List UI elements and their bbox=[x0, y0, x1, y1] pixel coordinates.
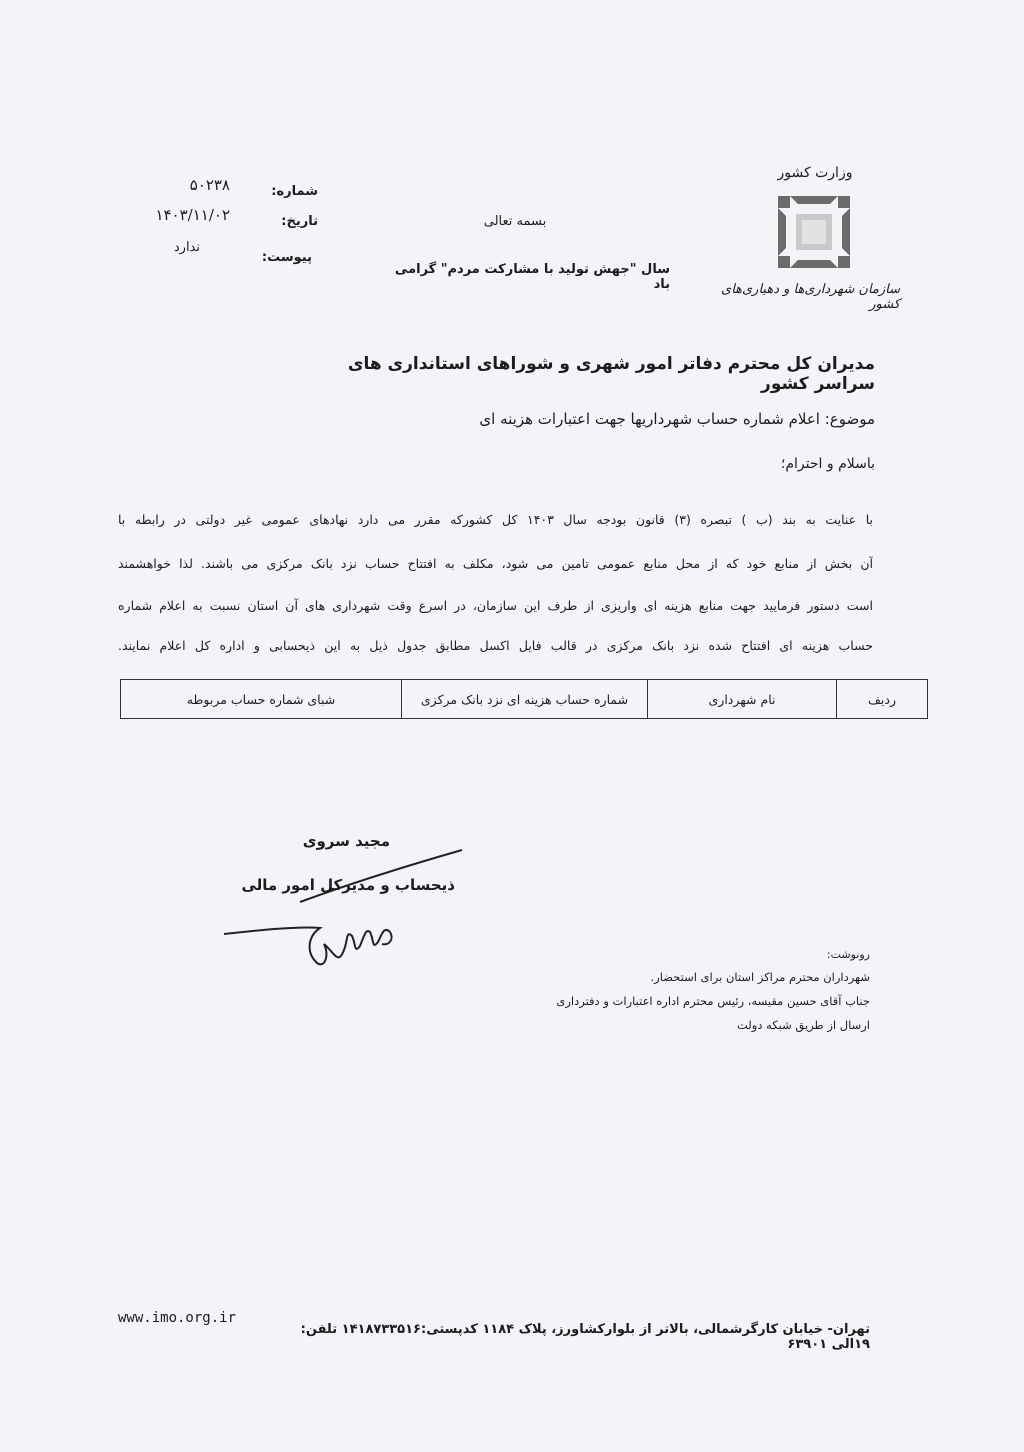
letter-date-value: ۱۴۰۳/۱۱/۰۲ bbox=[155, 206, 230, 224]
body-line: آن بخش از منابع خود که از محل منابع عمومی تامین می شود، مکلف به افتتاح حساب نزد بانک مرکزی می باشند. لذا خواهشمند bbox=[118, 556, 873, 571]
attachment-value: ندارد bbox=[173, 240, 200, 255]
table-header-cell: ردیف bbox=[837, 680, 928, 719]
cc-label: رونوشت: bbox=[826, 948, 870, 961]
table-header-cell: نام شهرداری bbox=[648, 680, 837, 719]
body-line: است دستور فرمایید جهت منابع هزینه ای واریزی از طرف این سازمان، در اسرع وقت شهرداری های آن استان نسبت به اعلام شماره bbox=[118, 598, 873, 613]
letter-number-label: شماره: bbox=[271, 184, 318, 199]
footer-address: تهران- خیابان کارگرشمالی، بالاتر از بلوارکشاورز، پلاک ۱۱۸۴ کدپستی:۱۴۱۸۷۳۳۵۱۶ تلفن: ۱۹الی ۶۳۹۰۱ bbox=[300, 1322, 870, 1352]
table-header-cell: شماره حساب هزینه ای نزد بانک مرکزی bbox=[402, 680, 648, 719]
table-header-row bbox=[121, 680, 928, 719]
cc-line: جناب آقای حسین مقیسه، رئیس محترم اداره اعتبارات و دفترداری bbox=[556, 994, 870, 1008]
letter-date-label: تاریخ: bbox=[281, 214, 318, 229]
footer-website: www.imo.org.ir bbox=[118, 1310, 237, 1326]
letter-number-value: ۵۰۲۳۸ bbox=[189, 176, 230, 194]
year-slogan: سال "جهش تولید با مشارکت مردم" گرامی باد bbox=[394, 262, 670, 292]
subject: موضوع: اعلام شماره حساب شهرداریها جهت اعتبارات هزینه ای bbox=[479, 410, 875, 428]
handwritten-signature-icon bbox=[220, 840, 470, 990]
account-table bbox=[120, 679, 928, 719]
organization-logo-icon bbox=[778, 196, 850, 268]
greeting: باسلام و احترام؛ bbox=[780, 456, 875, 472]
body-line: با عنایت به بند (ب ) تبصره (۳) قانون بودجه سال ۱۴۰۳ کل کشورکه مقرر می دارد نهادهای عمومی غیر دولتی در رابطه با bbox=[118, 512, 873, 527]
table-header-cell: شبای شماره حساب مربوطه bbox=[121, 680, 402, 719]
signer-name: مجید سروی bbox=[302, 832, 390, 850]
ministry-name: وزارت کشور bbox=[777, 165, 853, 181]
cc-line: ارسال از طریق شبکه دولت bbox=[737, 1018, 870, 1032]
body-line: حساب هزینه ای افتتاح شده نزد بانک مرکزی در قالب فایل اکسل مطابق جدول ذیل به این ذیحسابی و اداره کل اعلام نمایند. bbox=[118, 638, 873, 653]
cc-line: شهرداران محترم مراکز استان برای استحضار. bbox=[650, 970, 870, 984]
attachment-label: پیوست: bbox=[261, 250, 312, 265]
recipient: مدیران کل محترم دفاتر امور شهری و شوراهای استانداری های سراسر کشور bbox=[347, 354, 875, 394]
bismillah: بسمه تعالی bbox=[483, 214, 547, 229]
signer-title: ذیحساب و مدیرکل امور مالی bbox=[241, 876, 455, 894]
organization-name: سازمان شهرداری‌ها و دهیاری‌های کشور bbox=[721, 282, 900, 312]
